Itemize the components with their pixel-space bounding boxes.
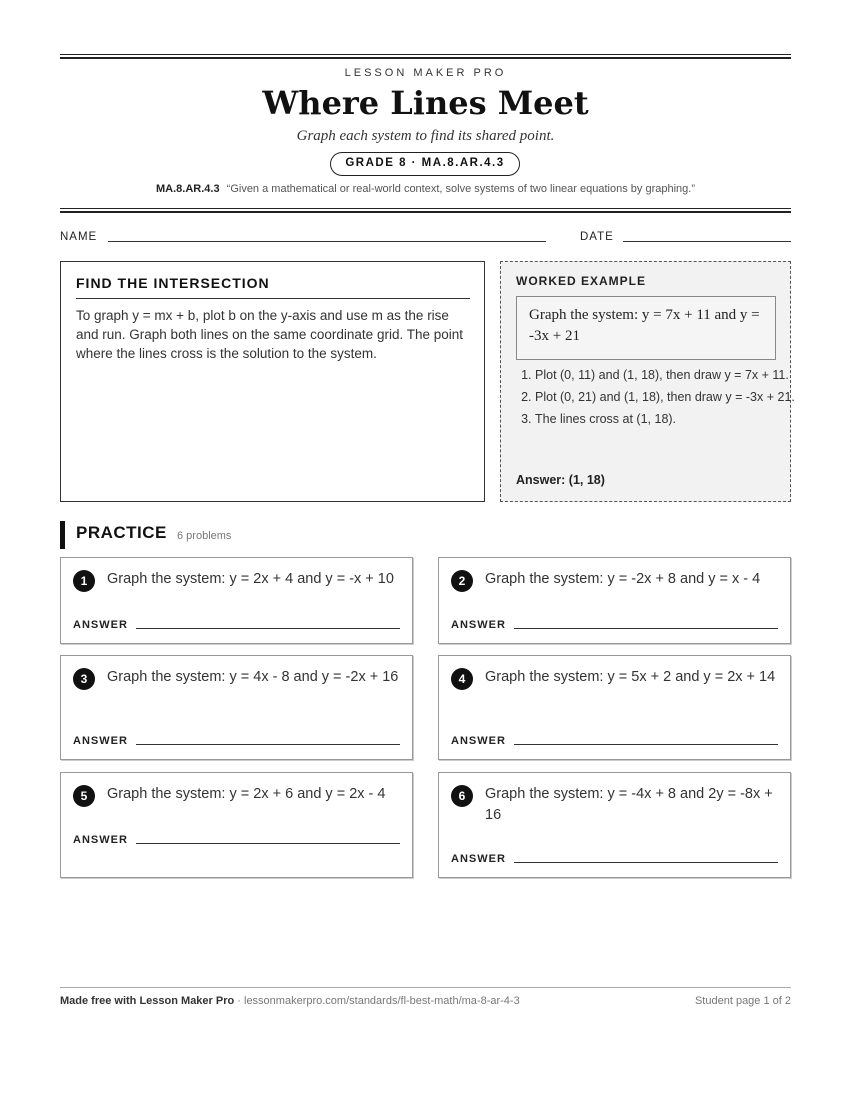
worksheet-page xyxy=(60,0,795,1100)
worked-step: 2. Plot (0, 21) and (1, 18), then draw y = -3x + 21. xyxy=(535,388,805,406)
name-label: NAME xyxy=(60,231,98,243)
footer-rule xyxy=(60,987,791,988)
problem-text: Graph the system: y = 2x + 6 and y = 2x - 4 xyxy=(107,786,386,802)
worked-example-answer: Answer: (1, 18) xyxy=(516,473,605,487)
answer-label: ANSWER xyxy=(451,853,506,865)
problem-card-5 xyxy=(60,772,413,878)
answer-field[interactable] xyxy=(136,628,400,629)
worksheet-subtitle: Graph each system to find its shared point. xyxy=(296,128,555,144)
problem-text: Graph the system: y = -2x + 8 and y = x - 4 xyxy=(485,571,761,587)
intro-box xyxy=(60,261,485,502)
header-top-rule xyxy=(60,54,791,59)
intro-body: To graph y = mx + b, plot b on the y-axis and use m as the rise and run. Graph both lines on the same coordinate grid. The point where the lines cross is the solution to the system. xyxy=(76,308,463,361)
answer-label: ANSWER xyxy=(451,735,506,747)
answer-label: ANSWER xyxy=(73,735,128,747)
problem-card-6 xyxy=(438,772,791,878)
name-field[interactable] xyxy=(108,241,546,242)
problem-number-badge: 6 xyxy=(451,785,473,807)
worked-example-problem: Graph the system: y = 7x + 11 and y = -3x + 21 xyxy=(516,296,776,360)
answer-field[interactable] xyxy=(514,628,778,629)
answer-label: ANSWER xyxy=(451,619,506,631)
intro-heading-rule xyxy=(76,298,470,299)
brand-label: LESSON MAKER PRO xyxy=(344,67,507,79)
answer-field[interactable] xyxy=(514,862,778,863)
problem-number-badge: 3 xyxy=(73,668,95,690)
standard-text: “Given a mathematical or real-world context, solve systems of two linear equations by graphing.” xyxy=(226,183,695,195)
problem-number-badge: 5 xyxy=(73,785,95,807)
problem-number-badge: 2 xyxy=(451,570,473,592)
answer-field[interactable] xyxy=(136,744,400,745)
footer-url[interactable]: · lessonmakerpro.com/standards/fl-best-math/ma-8-ar-4-3 xyxy=(234,995,520,1007)
standard-description xyxy=(60,183,791,195)
worked-example-steps xyxy=(516,366,805,432)
worked-step: 1. Plot (0, 11) and (1, 18), then draw y = 7x + 11. xyxy=(535,366,805,384)
grade-badge: GRADE 8 · MA.8.AR.4.3 xyxy=(330,152,520,176)
footer-page-info: Student page 1 of 2 xyxy=(694,995,791,1007)
worked-step: 3. The lines cross at (1, 18). xyxy=(535,410,805,428)
worked-example-heading: WORKED EXAMPLE xyxy=(516,274,647,288)
practice-count: 6 problems xyxy=(177,530,232,542)
problem-card-4 xyxy=(438,655,791,760)
worked-example-box xyxy=(500,261,795,502)
problem-card-2 xyxy=(438,557,791,644)
footer-brand: Made free with Lesson Maker Pro xyxy=(60,995,235,1007)
header-bottom-rule xyxy=(60,208,791,213)
problem-text: Graph the system: y = 2x + 4 and y = -x + 10 xyxy=(107,571,394,587)
footer-credit xyxy=(60,995,520,1007)
standard-code: MA.8.AR.4.3 xyxy=(156,183,220,195)
practice-accent-bar xyxy=(60,521,65,549)
problem-number-badge: 1 xyxy=(73,570,95,592)
problem-text: Graph the system: y = 4x - 8 and y = -2x + 16 xyxy=(107,669,399,685)
practice-title: PRACTICE xyxy=(76,523,167,542)
problem-number-badge: 4 xyxy=(451,668,473,690)
problem-text: Graph the system: y = 5x + 2 and y = 2x + 14 xyxy=(485,669,776,685)
problem-card-1 xyxy=(60,557,413,644)
answer-label: ANSWER xyxy=(73,834,128,846)
date-field[interactable] xyxy=(623,241,791,242)
worksheet-title: Where Lines Meet xyxy=(262,84,589,122)
date-label: DATE xyxy=(580,231,614,243)
problem-card-3 xyxy=(60,655,413,760)
problem-text: Graph the system: y = -4x + 8 and 2y = -8x + 16 xyxy=(485,786,773,823)
intro-heading: FIND THE INTERSECTION xyxy=(76,275,270,291)
answer-field[interactable] xyxy=(514,744,778,745)
answer-label: ANSWER xyxy=(73,619,128,631)
answer-field[interactable] xyxy=(136,843,400,844)
